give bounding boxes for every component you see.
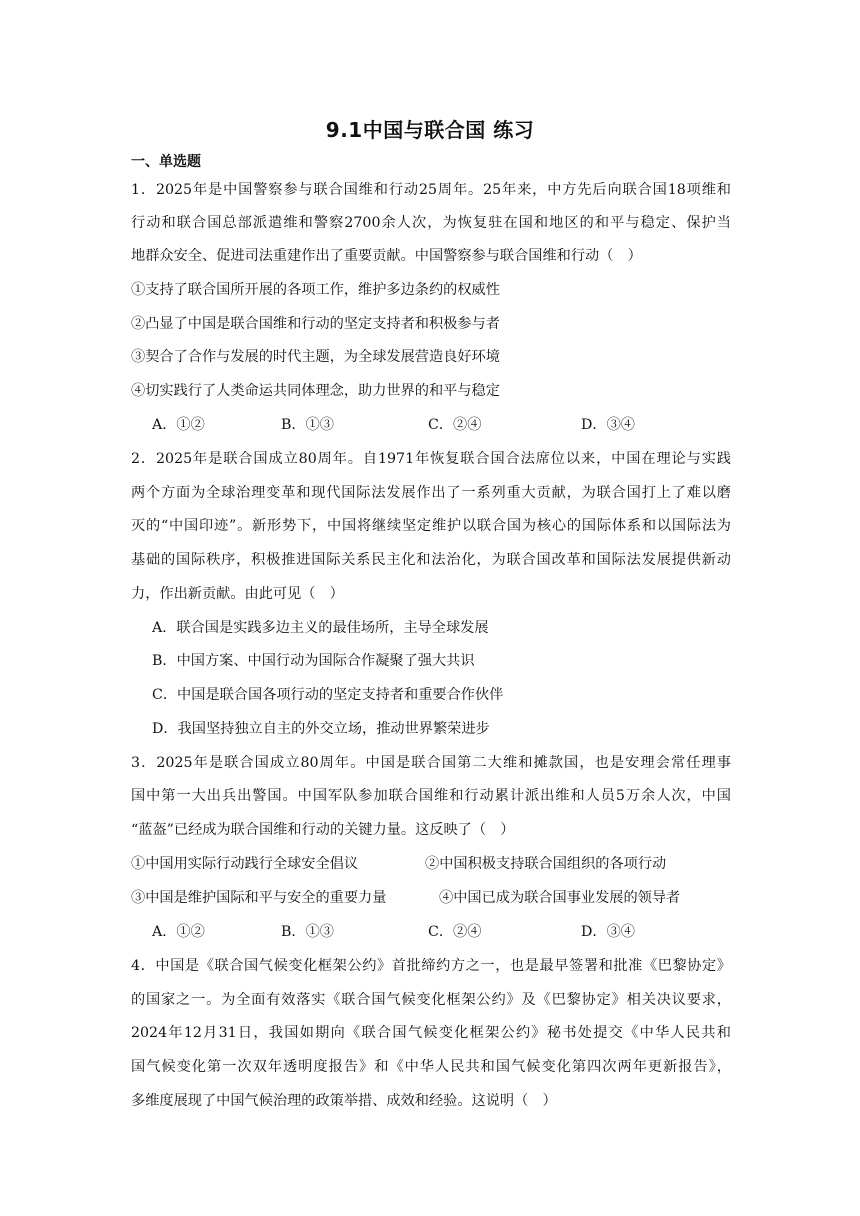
question-2-line-4: 基础的国际秩序，积极推进国际关系民主化和法治化，为联合国改革和国际法发展提供新动	[131, 552, 731, 568]
question-4-line-5: 多维度展现了中国气候治理的政策举措、成效和经验。这说明（ ）	[131, 1093, 557, 1109]
question-1-line-2: 行动和联合国总部派遣维和警察2700余人次，为恢复驻在国和地区的和平与稳定、保护当	[131, 215, 731, 231]
question-2-option-d[interactable]: D．我国坚持独立自主的外交立场，推动世界繁荣进步	[152, 721, 490, 737]
section-heading: 一、单选题	[131, 154, 201, 170]
question-3-line-1: 3．2025年是联合国成立80周年。中国是联合国第二大维和摊款国，也是安理会常任理事	[131, 755, 731, 771]
question-2-option-c[interactable]: C．中国是联合国各项行动的坚定支持者和重要合作伙伴	[152, 687, 504, 703]
question-4-line-3: 2024年12月31日，我国如期向《联合国气候变化框架公约》秘书处提交《中华人民共和	[131, 1025, 731, 1041]
question-1-statement-3: ③契合了合作与发展的时代主题，为全球发展营造良好环境	[131, 349, 500, 365]
question-1-option-a[interactable]: A．①②	[152, 417, 205, 433]
question-1-option-b[interactable]: B．①③	[281, 417, 334, 433]
question-4-line-4: 国气候变化第一次双年透明度报告》和《中华人民共和国气候变化第四次两年更新报告》，	[131, 1059, 731, 1075]
question-1-statement-2: ②凸显了中国是联合国维和行动的坚定支持者和积极参与者	[131, 316, 500, 332]
question-3-option-a[interactable]: A．①②	[152, 924, 205, 940]
question-1-line-1: 1．2025年是中国警察参与联合国维和行动25周年。25年来，中方先后向联合国18项维和	[131, 182, 731, 198]
question-3-line-2: 国中第一大出兵出警国。中国军队参加联合国维和行动累计派出维和人员5万余人次，中国	[131, 788, 731, 804]
question-3-statement-3: ③中国是维护国际和平与安全的重要力量	[131, 890, 387, 906]
question-1-statement-1: ①支持了联合国所开展的各项工作，维护多边条约的权威性	[131, 282, 500, 298]
question-3-option-c[interactable]: C．②④	[428, 924, 482, 940]
question-2-line-2: 两个方面为全球治理变革和现代国际法发展作出了一系列重大贡献，为联合国打上了难以磨	[131, 485, 731, 501]
question-2-option-a[interactable]: A．联合国是实践多边主义的最佳场所，主导全球发展	[152, 620, 489, 636]
question-3-statement-2: ②中国积极支持联合国组织的各项行动	[425, 856, 667, 872]
question-2-line-3: 灭的“中国印迹”。新形势下，中国将继续坚定维护以联合国为核心的国际体系和以国际法为	[131, 518, 731, 534]
question-3-statement-1: ①中国用实际行动践行全球安全倡议	[131, 856, 359, 872]
question-2-line-5: 力，作出新贡献。由此可见（ ）	[131, 586, 344, 602]
page-title: 9.1中国与联合国 练习	[325, 118, 535, 142]
question-3-statement-4: ④中国已成为联合国事业发展的领导者	[439, 890, 681, 906]
question-3-option-d[interactable]: D．③④	[581, 924, 635, 940]
question-1-statement-4: ④切实践行了人类命运共同体理念，助力世界的和平与稳定	[131, 383, 500, 399]
question-3-line-3: “蓝盔”已经成为联合国维和行动的关键力量。这反映了（ ）	[131, 822, 515, 838]
question-4-line-2: 的国家之一。为全面有效落实《联合国气候变化框架公约》及《巴黎协定》相关决议要求，	[131, 992, 731, 1008]
question-1-option-c[interactable]: C．②④	[428, 417, 482, 433]
question-2-line-1: 2．2025年是联合国成立80周年。自1971年恢复联合国合法席位以来，中国在理论与实践	[131, 451, 731, 467]
question-2-option-b[interactable]: B．中国方案、中国行动为国际合作凝聚了强大共识	[152, 653, 475, 669]
question-4-line-1: 4．中国是《联合国气候变化框架公约》首批缔约方之一，也是最早签署和批准《巴黎协定》	[131, 958, 731, 974]
question-3-option-b[interactable]: B．①③	[281, 924, 334, 940]
question-1-line-3: 地群众安全、促进司法重建作出了重要贡献。中国警察参与联合国维和行动（ ）	[131, 248, 642, 264]
question-1-option-d[interactable]: D．③④	[581, 417, 635, 433]
